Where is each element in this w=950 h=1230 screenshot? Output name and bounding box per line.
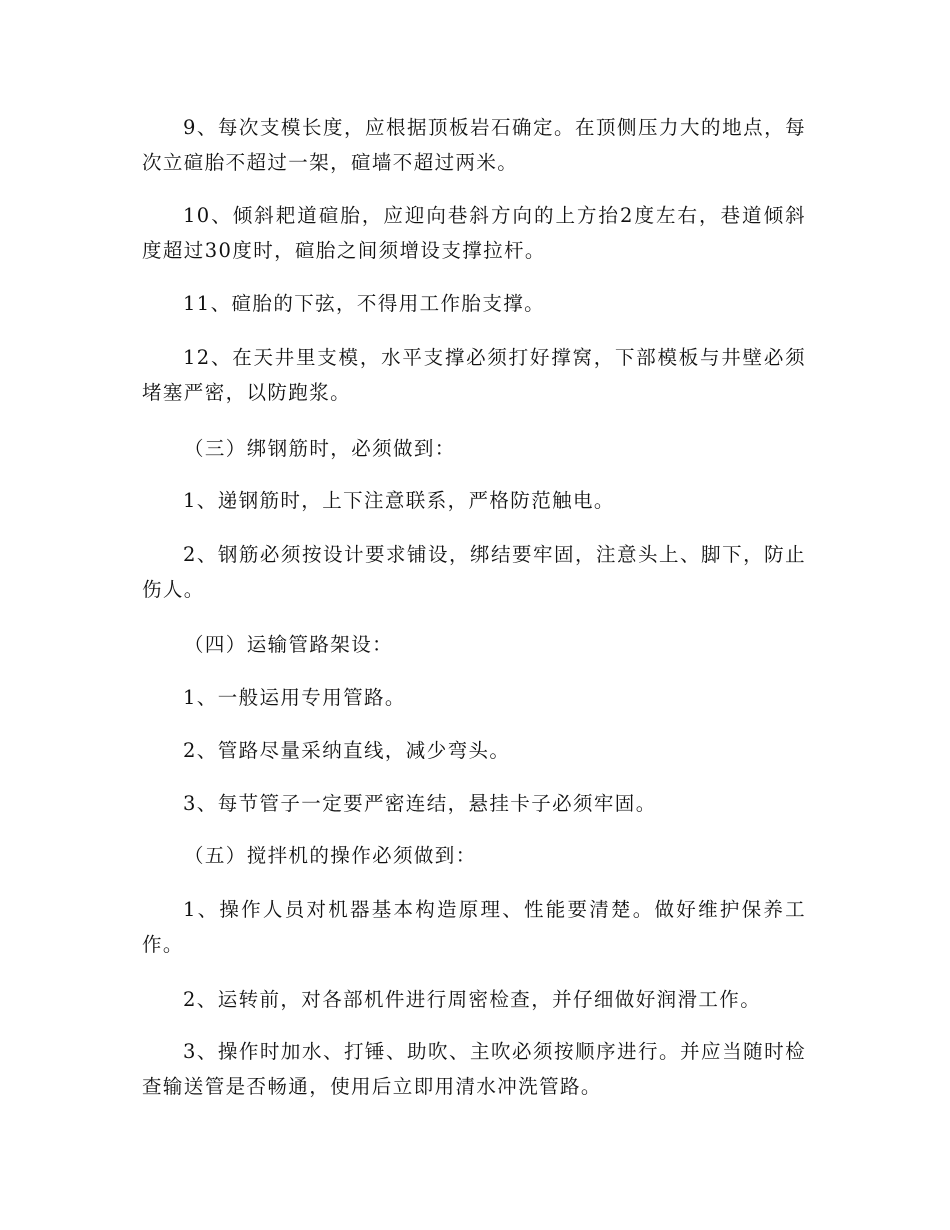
paragraph-item-10: 10、倾斜耙道碹胎，应迎向巷斜方向的上方抬2度左右，巷道倾斜度超过30度时，碹胎之间须增设支撑拉杆。 bbox=[142, 204, 806, 262]
paragraph-item-4-1: 1、一般运用专用管路。 bbox=[183, 686, 406, 709]
paragraph-item-3-1: 1、递钢筋时，上下注意联系，严格防范触电。 bbox=[183, 489, 615, 512]
paragraph-item-4-2: 2、管路尽量采纳直线，减少弯头。 bbox=[183, 739, 511, 762]
paragraph-item-3-2: 2、钢筋必须按设计要求铺设，绑结要牢固，注意头上、脚下，防止伤人。 bbox=[142, 543, 806, 601]
paragraph-item-5-2: 2、运转前，对各部机件进行周密检查，并仔细做好润滑工作。 bbox=[183, 988, 762, 1011]
paragraph-item-5-3: 3、操作时加水、打锤、助吹、主吹必须按顺序进行。并应当随时检查输送管是否畅通，使用后立即用清水冲洗管路。 bbox=[142, 1040, 806, 1098]
section-heading-3: （三）绑钢筋时，必须做到： bbox=[184, 437, 456, 460]
section-heading-4: （四）运输管路架设： bbox=[184, 633, 394, 656]
paragraph-item-9: 9、每次支模长度，应根据顶板岩石确定。在顶侧压力大的地点，每次立碹胎不超过一架，碹墙不超过两米。 bbox=[142, 116, 806, 174]
paragraph-item-12: 12、在天井里支模，水平支撑必须打好撑窝，下部模板与井壁必须堵塞严密，以防跑浆。 bbox=[142, 346, 806, 404]
paragraph-item-5-1: 1、操作人员对机器基本构造原理、性能要清楚。做好维护保养工作。 bbox=[142, 898, 806, 956]
paragraph-item-11: 11、碹胎的下弦，不得用工作胎支撑。 bbox=[183, 292, 546, 315]
paragraph-item-4-3: 3、每节管子一定要严密连结，悬挂卡子必须牢固。 bbox=[183, 792, 657, 815]
section-heading-5: （五）搅拌机的操作必须做到： bbox=[184, 844, 477, 867]
